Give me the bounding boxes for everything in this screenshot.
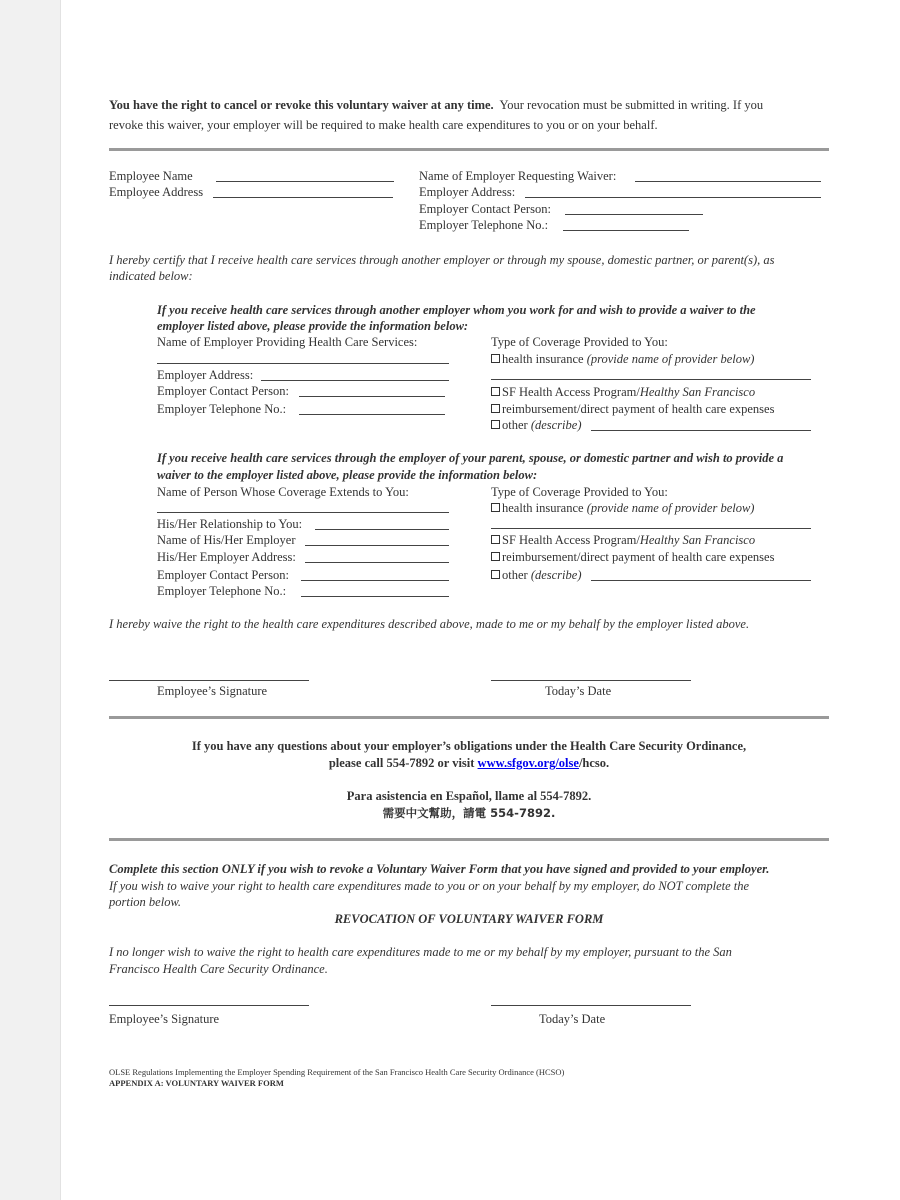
date-field[interactable] [491, 680, 691, 681]
revocation-title: REVOCATION OF VOLUNTARY WAIVER FORM [334, 912, 604, 926]
s1-employer-name-label: Name of Employer Providing Health Care Services: [157, 335, 418, 349]
checkbox[interactable] [491, 404, 500, 413]
waive-statement: I hereby waive the right to the health care expenditures described above, made to me or my behalf by the employer listed above. [109, 617, 750, 631]
s2-employer-label: Name of His/Her Employer [157, 533, 296, 547]
certify-line-1: I hereby certify that I receive health care services through another employer or through my spouse, domestic partner, or parent(s), as [109, 253, 775, 267]
revocation-intro-2: If you wish to waive your right to health care expenditures made to you or on your behalf by my employer, do NOT complete the [109, 879, 750, 893]
divider [109, 838, 829, 841]
s1-other-option[interactable]: other (describe) [491, 417, 581, 433]
certify-line-2: indicated below: [109, 269, 193, 283]
checkbox[interactable] [491, 535, 500, 544]
s1-phone-field[interactable] [299, 414, 445, 415]
employee-signature-field[interactable] [109, 680, 309, 681]
intro-line-1 [109, 97, 763, 113]
s2-contact-label: Employer Contact Person: [157, 568, 289, 582]
questions-line-1: If you have any questions about your employer’s obligations under the Health Care Security Ordinance, [191, 739, 747, 753]
chinese-assistance: 需要中文幫助，請電 554-7892. [382, 806, 556, 820]
section2-heading-1: If you receive health care services through the employer of your parent, spouse, or domestic partner and wish to provide a [157, 451, 784, 465]
checkbox[interactable] [491, 570, 500, 579]
s2-employer-address-label: His/Her Employer Address: [157, 550, 296, 564]
s2-contact-field[interactable] [301, 580, 449, 581]
s1-coverage-title: Type of Coverage Provided to You: [491, 335, 668, 349]
s1-employer-address-label: Employer Address: [157, 368, 254, 382]
revocation-text-1: I no longer wish to waive the right to health care expenditures made to me or my behalf by my employer, pursuant to the San [109, 945, 732, 959]
employer-name-field[interactable] [635, 181, 821, 182]
s2-provider-name-field[interactable] [491, 528, 811, 529]
employee-name-label: Employee Name [109, 169, 193, 183]
revocation-intro-1: Complete this section ONLY if you wish to revoke a Voluntary Waiver Form that you have signed and provided to your employer. [109, 862, 770, 876]
s2-relationship-field[interactable] [315, 529, 449, 530]
s1-reimbursement-option[interactable]: reimbursement/direct payment of health care expenses [491, 401, 774, 417]
employer-address-label: Employer Address: [419, 185, 516, 199]
section2-heading-2: waiver to the employer listed above, please provide the information below: [157, 468, 538, 482]
footer-line-1: OLSE Regulations Implementing the Employer Spending Requirement of the San Francisco Health Care Security Ordinance (HCSO) [109, 1067, 565, 1077]
revocation-date-label: Today’s Date [539, 1012, 606, 1026]
s2-sf-health-option[interactable]: SF Health Access Program/Healthy San Francisco [491, 532, 755, 548]
checkbox[interactable] [491, 503, 500, 512]
s1-sf-health-option[interactable]: SF Health Access Program/Healthy San Francisco [491, 384, 755, 400]
employee-name-field[interactable] [216, 181, 394, 182]
employee-address-label: Employee Address [109, 185, 204, 199]
intro-line-2: revoke this waiver, your employer will be required to make health care expenditures to you or on your behalf. [109, 118, 658, 132]
intro-rest: Your revocation must be submitted in writing. If you [499, 98, 764, 112]
employer-contact-field[interactable] [565, 214, 703, 215]
checkbox[interactable] [491, 552, 500, 561]
employee-address-field[interactable] [213, 197, 393, 198]
checkbox[interactable] [491, 387, 500, 396]
divider [109, 148, 829, 151]
s1-employer-name-field[interactable] [157, 363, 449, 364]
s2-employer-address-field[interactable] [305, 562, 449, 563]
s1-contact-label: Employer Contact Person: [157, 384, 289, 398]
s1-employer-address-field[interactable] [261, 380, 449, 381]
employer-address-field[interactable] [525, 197, 821, 198]
s2-phone-field[interactable] [301, 596, 449, 597]
spanish-assistance: Para asistencia en Español, llame al 554-7892. [346, 789, 592, 803]
employer-name-label: Name of Employer Requesting Waiver: [419, 169, 617, 183]
revocation-signature-label: Employee’s Signature [109, 1012, 220, 1026]
s2-person-field[interactable] [157, 512, 449, 513]
s1-contact-field[interactable] [299, 396, 445, 397]
s2-other-option[interactable]: other (describe) [491, 567, 581, 583]
checkbox[interactable] [491, 420, 500, 429]
intro-bold: You have the right to cancel or revoke this voluntary waiver at any time. [109, 98, 494, 112]
checkbox[interactable] [491, 354, 500, 363]
employer-phone-label: Employer Telephone No.: [419, 218, 549, 232]
s2-coverage-title: Type of Coverage Provided to You: [491, 485, 668, 499]
date-label: Today’s Date [545, 684, 612, 698]
revocation-text-2: Francisco Health Care Security Ordinance. [109, 962, 328, 976]
revocation-date-field[interactable] [491, 1005, 691, 1006]
s2-health-insurance-option[interactable]: health insurance (provide name of provider below) [491, 500, 754, 516]
s1-provider-name-field[interactable] [491, 379, 811, 380]
olse-link[interactable]: www.sfgov.org/olse [477, 756, 579, 770]
s2-employer-field[interactable] [305, 545, 449, 546]
s2-person-label: Name of Person Whose Coverage Extends to You: [157, 485, 409, 499]
employer-phone-field[interactable] [563, 230, 689, 231]
footer-line-2: APPENDIX A: VOLUNTARY WAIVER FORM [109, 1078, 284, 1088]
section1-heading-2: employer listed above, please provide the information below: [157, 319, 469, 333]
s1-other-field[interactable] [591, 430, 811, 431]
s2-relationship-label: His/Her Relationship to You: [157, 517, 303, 531]
employer-contact-label: Employer Contact Person: [419, 202, 551, 216]
s2-other-field[interactable] [591, 580, 811, 581]
section1-heading-1: If you receive health care services through another employer whom you work for and wish to provide a waiver to the [157, 303, 756, 317]
s1-phone-label: Employer Telephone No.: [157, 402, 287, 416]
s2-phone-label: Employer Telephone No.: [157, 584, 287, 598]
document-page [60, 0, 900, 1200]
s2-reimbursement-option[interactable]: reimbursement/direct payment of health care expenses [491, 549, 774, 565]
divider [109, 716, 829, 719]
revocation-intro-3: portion below. [109, 895, 181, 909]
employee-signature-label: Employee’s Signature [157, 684, 268, 698]
questions-line-2: please call 554-7892 or visit www.sfgov.org/olse/hcso. [328, 756, 610, 770]
s1-health-insurance-option[interactable]: health insurance (provide name of provider below) [491, 351, 754, 367]
revocation-signature-field[interactable] [109, 1005, 309, 1006]
